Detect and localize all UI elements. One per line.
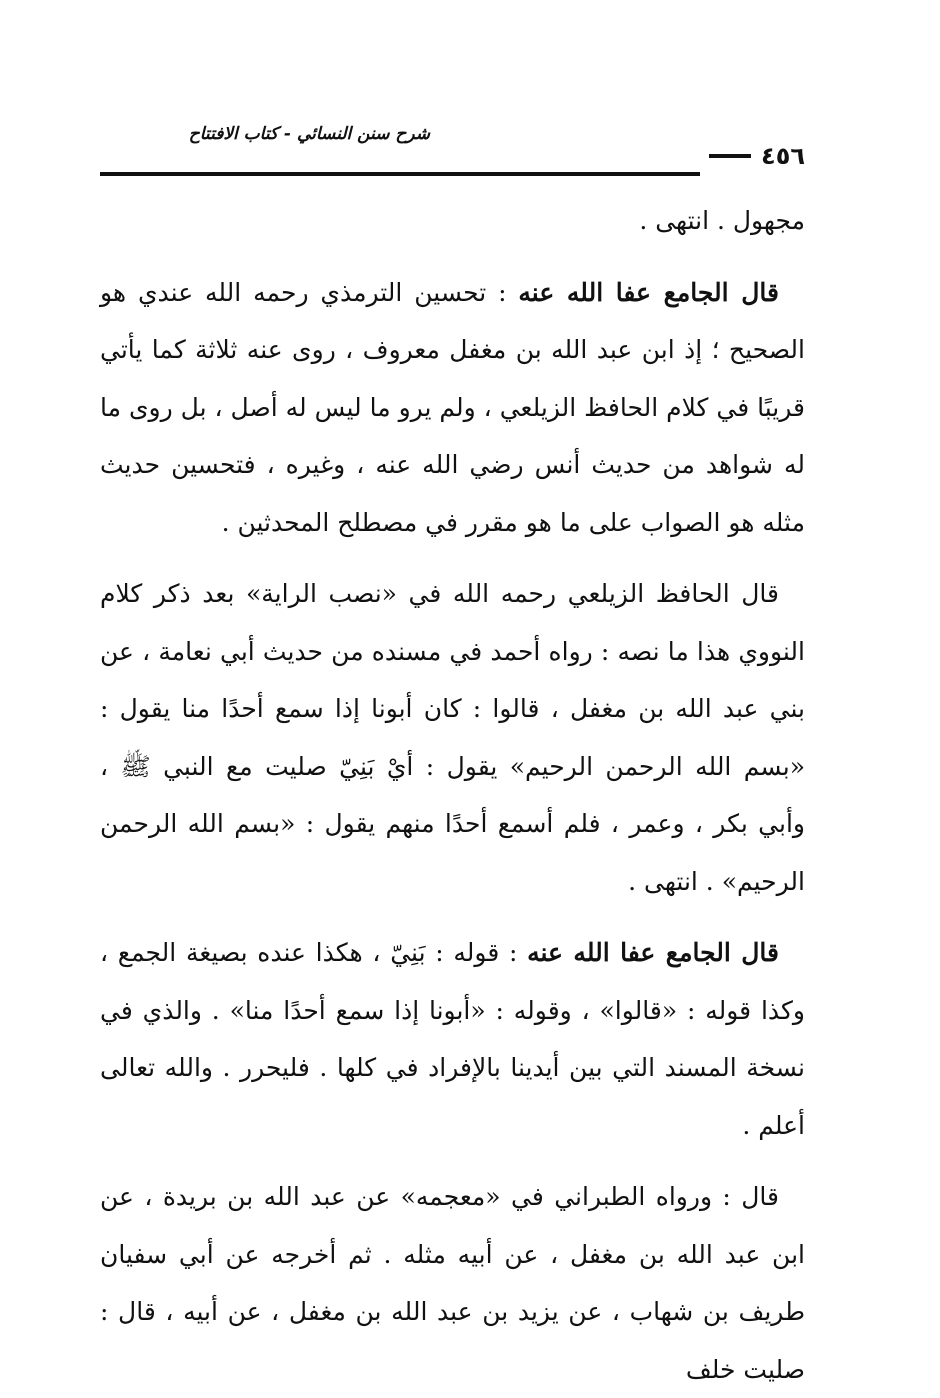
paragraph-1-text: مجهول . انتهى . — [639, 206, 805, 235]
paragraph-3 — [100, 565, 805, 910]
header-rule — [100, 172, 700, 176]
paragraph-5-text: قال : ورواه الطبراني في «معجمه» عن عبد الله بن بريدة ، عن ابن عبد الله بن مغفل ، عن أبيه مثله . ثم أخرجه عن أبي سفيان طريف بن شهاب ، عن يزيد بن عبد الله بن مغفل ، عن أبيه ، قال : صليت خلف — [100, 1182, 805, 1384]
paragraph-5 — [100, 1168, 805, 1398]
paragraph-4-text: : قوله : بَنِيّ ، هكذا عنده بصيغة الجمع ، وكذا قوله : «قالوا» ، وقوله : «أبونا إذا سمع أحدًا منا» . والذي في نسخة المسند التي بين أيدينا بالإفراد في كلها . فليحرر . والله تعالى أعلم . — [100, 938, 805, 1140]
paragraph-2-text: : تحسين الترمذي رحمه الله عندي هو الصحيح ؛ إذ ابن عبد الله بن مغفل معروف ، روى عنه ثلاثة كما يأتي قريبًا في كلام الحافظ الزيلعي ، ولم يرو ما ليس له أصل ، بل روى ما له شواهد من حديث أنس رضي الله عنه ، وغيره ، فتحسين حديث مثله هو الصواب على ما هو مقرر في مصطلح المحدثين . — [100, 277, 805, 537]
page-number-value: ٤٥٦ — [761, 142, 805, 170]
paragraph-3-text: قال الحافظ الزيلعي رحمه الله في «نصب الراية» بعد ذكر كلام النووي هذا ما نصه : رواه أحمد في مسنده من حديث أبي نعامة ، عن بني عبد الله بن مغفل ، قالوا : كان أبونا إذا سمع أحدًا منا يقول : «بسم الله الرحمن الرحيم» يقول : أيْ بَنِيّ صليت مع النبي ﷺ ، وأبي بكر ، وعمر ، فلم أسمع أحدًا منهم يقول : «بسم الله الرحمن الرحيم» . انتهى . — [100, 579, 805, 896]
page-header — [100, 120, 805, 178]
paragraph-4 — [100, 924, 805, 1154]
paragraph-4-lead: قال الجامع عفا الله عنه — [527, 938, 779, 967]
body-text — [100, 192, 805, 1398]
paragraph-2-lead: قال الجامع عفا الله عنه — [518, 277, 779, 307]
page-number-dash — [709, 154, 751, 158]
paragraph-1 — [100, 192, 805, 250]
paragraph-2 — [100, 264, 805, 552]
page-number — [709, 142, 805, 170]
running-title: شرح سنن النسائي - كتاب الافتتاح — [188, 124, 430, 144]
